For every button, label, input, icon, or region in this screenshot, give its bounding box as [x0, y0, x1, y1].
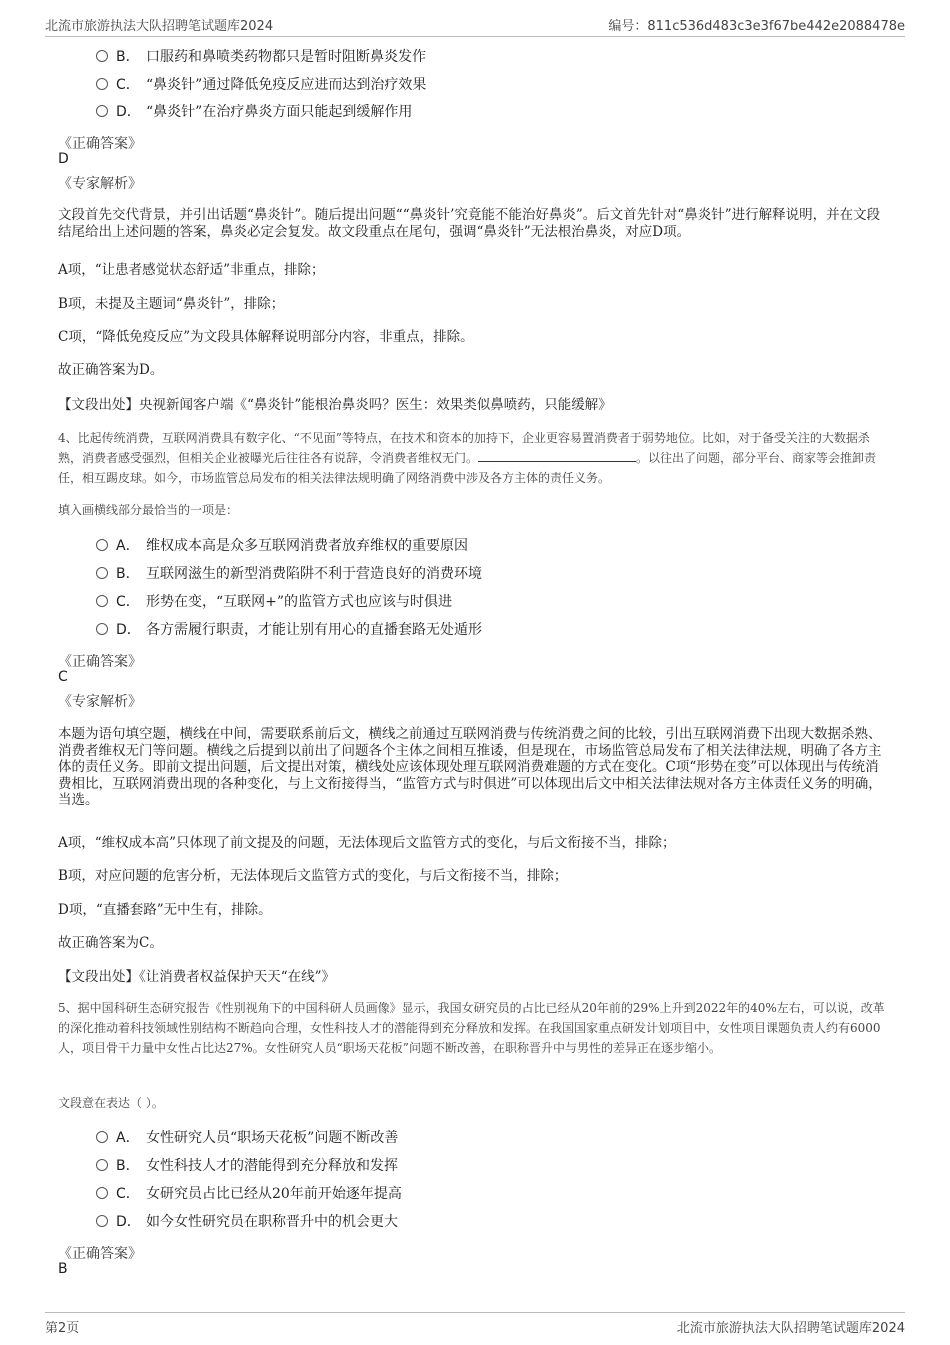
- radio-icon[interactable]: [96, 105, 108, 117]
- footer-title: 北流市旅游执法大队招聘笔试题库2024: [676, 1321, 905, 1336]
- q4-conclusion: 故正确答案为C。: [58, 935, 163, 951]
- header-id: 编号：811c536d483c3e3f67be442e2088478e: [608, 19, 905, 34]
- q3-option-b[interactable]: B． 口服药和鼻喷类药物都只是暂时阻断鼻炎发作: [96, 46, 426, 68]
- q3-answer-label: 《正确答案》: [58, 136, 142, 152]
- q3-answer: D: [58, 151, 69, 167]
- q4-analysis-label: 《专家解析》: [58, 694, 142, 710]
- q3-line-a: A项，“让患者感觉状态舒适”非重点，排除；: [58, 262, 325, 278]
- radio-icon[interactable]: [96, 539, 108, 551]
- page-number: 第2页: [45, 1321, 80, 1336]
- q3-source: 【文段出处】央视新闻客户端《“鼻炎针”能根治鼻炎吗？医生：效果类似鼻喷药，只能缓解》: [58, 397, 612, 413]
- radio-icon[interactable]: [96, 567, 108, 579]
- radio-icon[interactable]: [96, 1187, 108, 1199]
- q4-line-b: B项，对应问题的危害分析，无法体现后文监管方式的变化，与后文衔接不当，排除；: [58, 868, 568, 884]
- page-header: [45, 12, 905, 37]
- q5-option-c[interactable]: C． 女研究员占比已经从20年前开始逐年提高: [96, 1183, 402, 1205]
- q5-stem: 5、据中国科研生态研究报告《性别视角下的中国科研人员画像》显示，我国女研究员的占比已经从20年前的29%上升到2022年的40%左右，可以说，改革的深化推动着科技领域性别结构不断趋向合理，女性科技人才的潜能得到充分释放和发挥。在我国国家重点研发计划项目中，女性项目课题负责人约有6000人，项目骨干力量中女性占比达27%。女性研究人员“职场天花板”问题不断改善，在职称晋升中与男性的差异正在逐步缩小。: [58, 1001, 885, 1055]
- fill-blank[interactable]: [478, 449, 636, 462]
- q4-line-a: A项，“维权成本高”只体现了前文提及的问题，无法体现后文监管方式的变化，与后文衔接不当，排除；: [58, 835, 676, 851]
- q4-source: 【文段出处】《让消费者权益保护天天“在线”》: [58, 969, 336, 985]
- q4-line-d: D项，“直播套路”无中生有，排除。: [58, 902, 272, 918]
- header-title: 北流市旅游执法大队招聘笔试题库2024: [45, 19, 274, 34]
- q5-prompt: 文段意在表达（ ）。: [58, 1096, 164, 1110]
- q4-prompt: 填入画横线部分最恰当的一项是：: [58, 503, 239, 517]
- q5-option-a[interactable]: A． 女性研究人员“职场天花板”问题不断改善: [96, 1127, 398, 1149]
- q3-line-b: B项，未提及主题词“鼻炎针”，排除；: [58, 296, 285, 312]
- radio-icon[interactable]: [96, 623, 108, 635]
- q3-analysis: 文段首先交代背景，并引出话题“鼻炎针”。随后提出问题““鼻炎针’究竟能不能治好鼻炎”。后文首先针对“鼻炎针”进行解释说明，并在文段结尾给出上述问题的答案，鼻炎必定会复发。故文段重点在尾句，强调“鼻炎针”无法根治鼻炎，对应D项。: [58, 207, 881, 240]
- q5-option-b[interactable]: B． 女性科技人才的潜能得到充分释放和发挥: [96, 1155, 398, 1177]
- q4-analysis: 本题为语句填空题，横线在中间，需要联系前后文，横线之前通过互联网消费与传统消费之间的比较，引出互联网消费下出现大数据杀熟、消费者维权无门等问题。横线之后提到以前出了问题各个主体之间相互推诿，但是现在，市场监管总局发布了相关法律法规，明确了各方主体的责任义务。即前文提出问题，后文提出对策，横线处应该体现处理互联网消费难题的方式在变化。C项“形势在变”可以体现出与传统消费相比，互联网消费出现的各种变化，与上文衔接得当，“监管方式与时俱进”可以体现出后文中相关法律法规对各方主体责任义务的明确，当选。: [58, 726, 882, 808]
- q3-analysis-label: 《专家解析》: [58, 176, 142, 192]
- q4-option-c[interactable]: C． 形势在变，“互联网+”的监管方式也应该与时俱进: [96, 591, 452, 613]
- q5-answer: B: [58, 1261, 68, 1277]
- q3-conclusion: 故正确答案为D。: [58, 362, 164, 378]
- q3-option-c[interactable]: C． “鼻炎针”通过降低免疫反应进而达到治疗效果: [96, 74, 426, 96]
- q4-option-d[interactable]: D． 各方需履行职责，才能让别有用心的直播套路无处遁形: [96, 619, 482, 641]
- q4-option-a[interactable]: A． 维权成本高是众多互联网消费者放弃维权的重要原因: [96, 535, 468, 557]
- radio-icon[interactable]: [96, 78, 108, 90]
- q3-option-d[interactable]: D． “鼻炎针”在治疗鼻炎方面只能起到缓解作用: [96, 101, 412, 123]
- q4-answer: C: [58, 669, 68, 685]
- q4-stem: 4、比起传统消费，互联网消费具有数字化、“不见面”等特点，在技术和资本的加持下，企业更容易置消费者于弱势地位。比如，对于备受关注的大数据杀熟，消费者感受强烈，但相关企业被曝光后往往各有说辞，令消费者维权无门。 。以往出了问题，部分平台、商家等会推卸责任，相互踢皮球。如今，市场监管总局发布的相关法律法规明确了网络消费中涉及各方主体的责任义务。: [58, 431, 877, 485]
- radio-icon[interactable]: [96, 595, 108, 607]
- q5-option-d[interactable]: D． 如今女性研究员在职称晋升中的机会更大: [96, 1211, 398, 1233]
- q4-answer-label: 《正确答案》: [58, 654, 142, 670]
- radio-icon[interactable]: [96, 1215, 108, 1227]
- radio-icon[interactable]: [96, 1159, 108, 1171]
- radio-icon[interactable]: [96, 1131, 108, 1143]
- q5-answer-label: 《正确答案》: [58, 1246, 142, 1262]
- radio-icon[interactable]: [96, 50, 108, 62]
- page-footer: [45, 1312, 905, 1337]
- q3-line-c: C项，“降低免疫反应”为文段具体解释说明部分内容，非重点，排除。: [58, 329, 474, 345]
- q4-option-b[interactable]: B． 互联网滋生的新型消费陷阱不利于营造良好的消费环境: [96, 563, 482, 585]
